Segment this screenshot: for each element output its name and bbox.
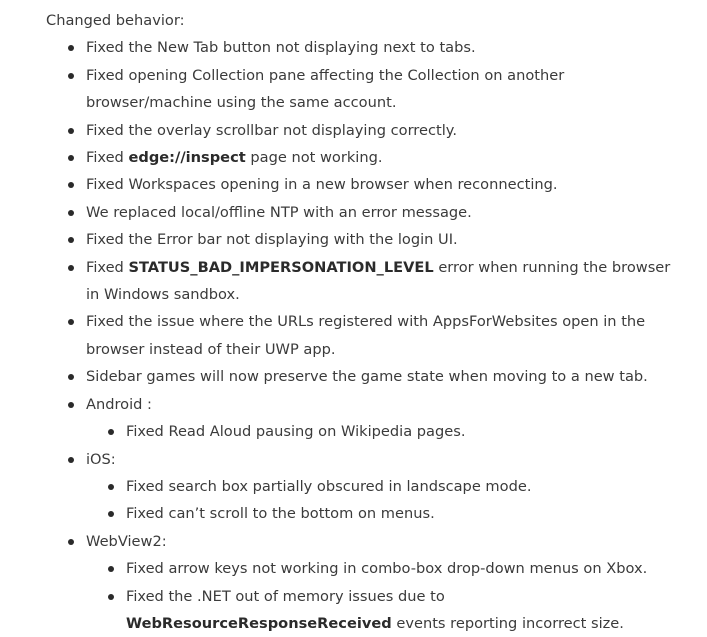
item-text: Fixed the Error bar not displaying with the login UI. bbox=[86, 231, 458, 249]
item-text: We replaced local/offline NTP with an error message. bbox=[86, 203, 472, 221]
item-text: Android : bbox=[86, 395, 152, 413]
item-text-bold: edge://inspect bbox=[128, 149, 246, 167]
item-text: Fixed the overlay scrollbar not displaying correctly. bbox=[86, 121, 457, 139]
list-item bbox=[46, 117, 686, 144]
item-text: WebView2: bbox=[86, 532, 167, 550]
sub-list-item bbox=[86, 583, 686, 637]
item-text-pre: Fixed the .NET out of memory issues due to bbox=[126, 587, 445, 605]
item-text-pre: Fixed bbox=[86, 149, 129, 167]
release-notes bbox=[46, 7, 686, 637]
list-item bbox=[46, 226, 686, 253]
list-item bbox=[46, 199, 686, 226]
list-item bbox=[46, 34, 686, 61]
list-item bbox=[46, 308, 686, 363]
item-text: Fixed arrow keys not working in combo-box drop-down menus on Xbox. bbox=[126, 560, 648, 578]
sub-list-item bbox=[86, 473, 686, 500]
list-item bbox=[46, 171, 686, 198]
list-item-webview2 bbox=[46, 528, 686, 637]
item-text: Fixed opening Collection pane affecting the Collection on another browser/machine using the same account. bbox=[86, 66, 565, 112]
changes-list bbox=[46, 34, 686, 637]
item-text: Fixed Workspaces opening in a new browser when reconnecting. bbox=[86, 176, 558, 194]
item-text: Fixed the issue where the URLs registered with AppsForWebsites open in the browser instead of their UWP app. bbox=[86, 313, 646, 358]
item-text: Fixed Read Aloud pausing on Wikipedia pages. bbox=[126, 423, 466, 441]
list-item-android bbox=[46, 391, 686, 446]
ios-sublist bbox=[86, 473, 686, 528]
list-item bbox=[46, 363, 686, 390]
item-text-bold: STATUS_BAD_IMPERSONATION_LEVEL bbox=[128, 258, 434, 276]
android-sublist bbox=[86, 418, 686, 445]
list-item bbox=[46, 62, 686, 117]
sub-list-item bbox=[86, 500, 686, 527]
section-heading: Changed behavior: bbox=[46, 12, 185, 29]
item-text: Fixed search box partially obscured in landscape mode. bbox=[126, 477, 532, 495]
list-item bbox=[46, 144, 686, 171]
list-item-ios bbox=[46, 446, 686, 528]
item-text: Fixed can’t scroll to the bottom on menus. bbox=[126, 505, 435, 523]
list-item bbox=[46, 254, 686, 309]
item-text-post: error when running the browser in Windows sandbox. bbox=[86, 258, 671, 304]
item-text: Fixed the New Tab button not displaying next to tabs. bbox=[86, 39, 476, 57]
item-text-pre: Fixed bbox=[86, 258, 129, 276]
item-text: Sidebar games will now preserve the game state when moving to a new tab. bbox=[86, 368, 648, 386]
webview2-sublist bbox=[86, 555, 686, 637]
item-text-bold: WebResourceResponseReceived bbox=[126, 614, 392, 632]
sub-list-item bbox=[86, 418, 686, 445]
sub-list-item bbox=[86, 555, 686, 582]
item-text: iOS: bbox=[86, 450, 116, 468]
item-text-post: events reporting incorrect size. bbox=[391, 614, 624, 632]
item-text-post: page not working. bbox=[245, 149, 383, 167]
